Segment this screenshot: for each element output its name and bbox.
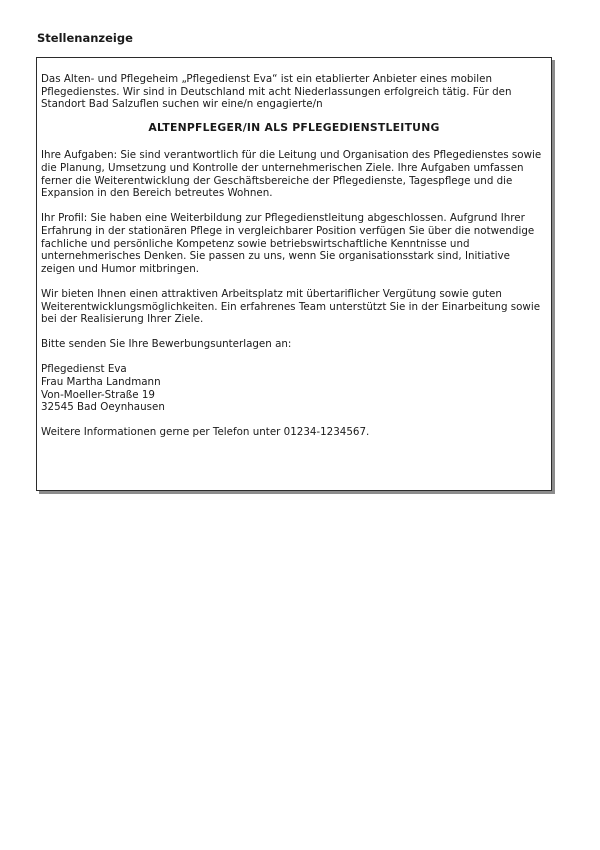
page-title: Stellenanzeige (37, 31, 133, 45)
job-ad-box (36, 57, 552, 491)
ad-tasks: Ihre Aufgaben: Sie sind verantwortlich für die Leitung und Organisation des Pflegedienstes sowie die Planung, Umsetzung und Kontrolle der unternehmerischen Ziele. Ihre Aufgaben umfassen ferner die Weiterentwicklung der Geschäftsbereiche der Pflegedienste, Tagespflege und die Expansion in den Bereich betreutes Wohnen. (41, 149, 542, 200)
ad-profile: Ihr Profil: Sie haben eine Weiterbildung zur Pflegedienstleitung abgeschlossen. Aufgrund Ihrer Erfahrung in der stationären Pflege in vergleichbarer Position verfügen Sie über die notwendige fachliche und persönliche Kompetenz sowie betriebswirtschaftliche Kenntnisse und unternehmerisches Denken. Sie passen zu uns, wenn Sie organisationsstark sind, Initiative zeigen und Humor mitbringen. (41, 212, 535, 275)
address-company: Pflegedienst Eva (41, 363, 127, 376)
ad-apply: Bitte senden Sie Ihre Bewerbungsunterlagen an: (41, 338, 292, 351)
ad-headline: ALTENPFLEGER/IN ALS PFLEGEDIENSTLEITUNG (148, 120, 440, 134)
ad-intro: Das Alten- und Pflegeheim „Pflegedienst Eva“ ist ein etablierter Anbieter eines mobilen Pflegedienstes. Wir sind in Deutschland mit acht Niederlassungen erfolgreich tätig. Für den Standort Bad Salzuflen suchen wir eine/n engagierte/n (41, 73, 512, 111)
ad-offer: Wir bieten Ihnen einen attraktiven Arbeitsplatz mit übertariflicher Vergütung sowie guten Weiterentwicklungsmöglichkeiten. Ein erfahrenes Team unterstützt Sie in der Einarbeitung sowie bei der Realisierung Ihrer Ziele. (41, 287, 541, 326)
address-contact: Frau Martha Landmann (41, 376, 161, 389)
ad-address (41, 363, 547, 413)
address-city: 32545 Bad Oeynhausen (41, 401, 165, 414)
address-street: Von-Moeller-Straße 19 (41, 388, 155, 401)
ad-more-info: Weitere Informationen gerne per Telefon unter 01234-1234567. (41, 426, 370, 439)
